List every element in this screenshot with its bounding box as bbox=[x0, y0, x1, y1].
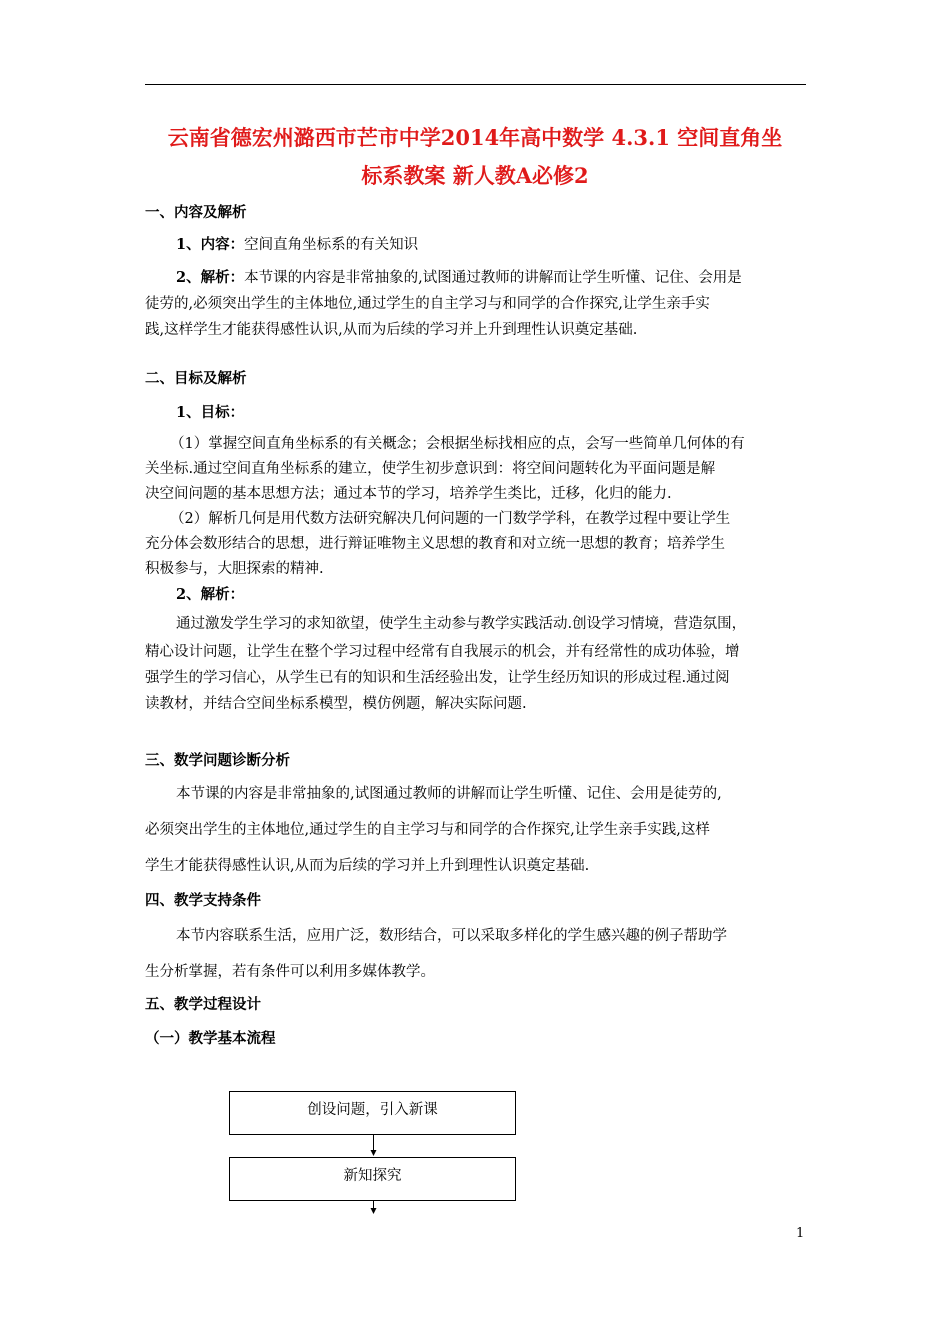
section1-heading: 一、内容及解析 bbox=[145, 204, 247, 221]
goal-p1-line3: 决空间问题的基本思想方法；通过本节的学习，培养学生类比，迁移，化归的能力. bbox=[145, 486, 672, 502]
flow-arrow-2 bbox=[370, 1201, 377, 1215]
doc-title-line2: 标系教案 新人教A必修2 bbox=[361, 163, 589, 188]
analysis2-line1: 通过激发学生学习的求知欲望，使学生主动参与教学实践活动.创设学习情境，营造氛围， bbox=[176, 616, 747, 632]
section5-heading: 五、教学过程设计 bbox=[145, 996, 261, 1013]
content-item bbox=[176, 235, 841, 255]
goal-p1-line2: 关坐标.通过空间直角坐标系的建立，使学生初步意识到：将空间问题转化为平面问题是解 bbox=[145, 461, 716, 477]
flow-box-1: 创设问题，引入新课 bbox=[229, 1091, 516, 1135]
analysis2-line2: 精心设计问题，让学生在整个学习过程中经常有自我展示的机会，并有经常性的成功体验，增 bbox=[145, 644, 740, 660]
support-line1: 本节内容联系生活，应用广泛，数形结合，可以采取多样化的学生感兴趣的例子帮助学 bbox=[176, 928, 727, 944]
analysis2-line4: 读教材，并结合空间坐标系模型，模仿例题，解决实际问题. bbox=[145, 696, 527, 712]
goal-p2-line3: 积极参与，大胆探索的精神. bbox=[145, 561, 324, 577]
analysis-text1: 本节课的内容是非常抽象的,试图通过教师的讲解而让学生听懂、记住、会用是 bbox=[244, 270, 742, 286]
section3-heading: 三、数学问题诊断分析 bbox=[145, 752, 290, 769]
analysis-line3: 践,这样学生才能获得感性认识,从而为后续的学习并上升到理性认识奠定基础. bbox=[145, 322, 638, 338]
goal-p2-line2: 充分体会数形结合的思想，进行辩证唯物主义思想的教育和对立统一思想的教育；培养学生 bbox=[145, 536, 725, 552]
doc-title-line1: 云南省德宏州潞西市芒市中学2014年高中数学 4.3.1 空间直角坐 bbox=[167, 125, 783, 150]
diagnosis-line2: 必须突出学生的主体地位,通过学生的自主学习与和同学的合作探究,让学生亲手实践,这样 bbox=[145, 822, 710, 838]
goal-p1-line1: （1）掌握空间直角坐标系的有关概念；会根据坐标找相应的点，会写一些简单几何体的有 bbox=[170, 436, 745, 452]
goal-p2-line1: （2）解析几何是用代数方法研究解决几何问题的一门数学学科，在教学过程中要让学生 bbox=[170, 511, 731, 527]
content-label: 1、内容： bbox=[176, 236, 245, 253]
page-number: 1 bbox=[796, 1226, 805, 1241]
flow-subheading: （一）教学基本流程 bbox=[145, 1030, 276, 1047]
goal-label: 1、目标： bbox=[176, 404, 245, 421]
content-text: 空间直角坐标系的有关知识 bbox=[244, 237, 419, 253]
analysis2-line3: 强学生的学习信心，从学生已有的知识和生活经验出发，让学生经历知识的形成过程.通过阅 bbox=[145, 670, 730, 686]
analysis-line2: 徒劳的,必须突出学生的主体地位,通过学生的自主学习与和同学的合作探究,让学生亲手实 bbox=[145, 296, 710, 312]
diagnosis-line3: 学生才能获得感性认识,从而为后续的学习并上升到理性认识奠定基础. bbox=[145, 858, 590, 874]
header-rule bbox=[145, 84, 806, 85]
flow-box-2: 新知探究 bbox=[229, 1157, 516, 1201]
analysis2-label: 2、解析： bbox=[176, 586, 245, 603]
section2-heading: 二、目标及解析 bbox=[145, 370, 247, 387]
diagnosis-line1: 本节课的内容是非常抽象的,试图通过教师的讲解而让学生听懂、记住、会用是徒劳的, bbox=[176, 786, 722, 802]
analysis-line1 bbox=[176, 268, 841, 288]
support-line2: 生分析掌握，若有条件可以利用多媒体教学。 bbox=[145, 964, 435, 980]
section4-heading: 四、教学支持条件 bbox=[145, 892, 261, 909]
analysis-label: 2、解析： bbox=[176, 269, 245, 286]
flow-arrow-1 bbox=[370, 1135, 377, 1157]
